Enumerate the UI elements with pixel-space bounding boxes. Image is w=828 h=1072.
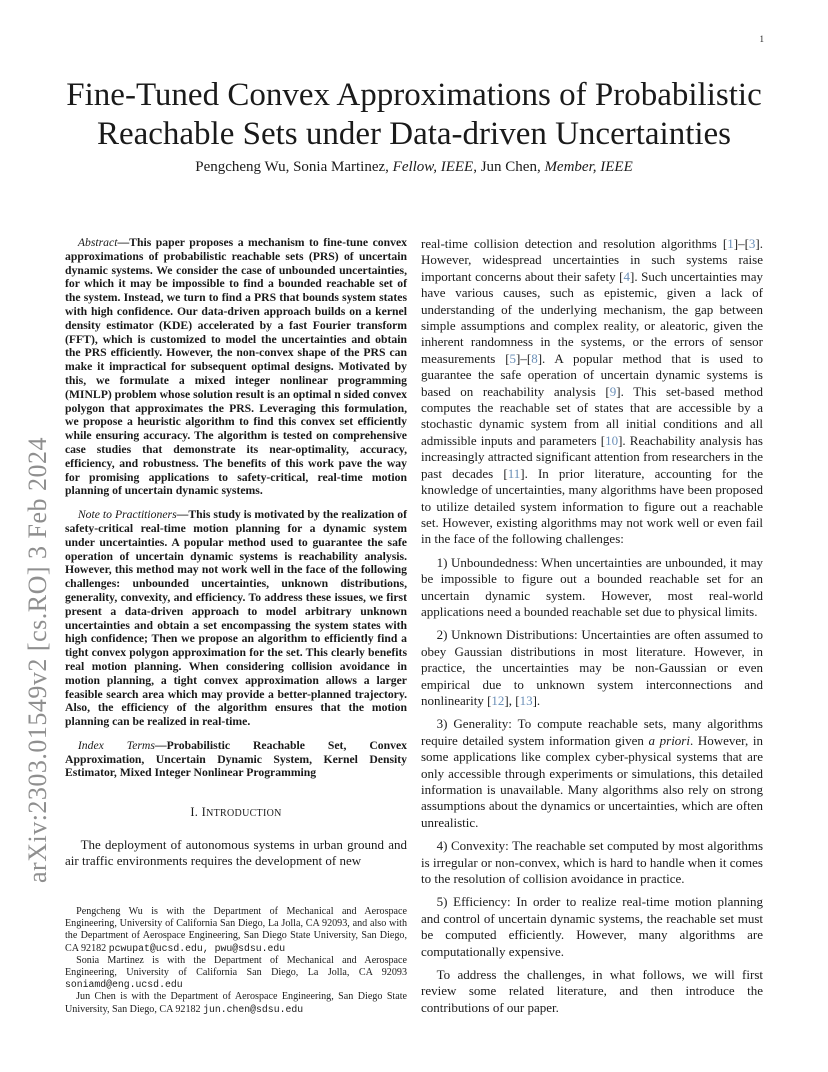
intro-paragraph: The deployment of autonomous systems in urban ground and air traffic environments requires the development of new	[65, 836, 407, 869]
footnote-1	[65, 906, 407, 955]
text-run: ].	[532, 692, 541, 708]
citation-link[interactable]: 9	[609, 383, 617, 399]
text-run: ]–[	[733, 236, 749, 251]
index-terms	[65, 739, 407, 780]
challenge-convexity: 4) Convexity: The reachable set computed by most algorithms is irregular or non-convex, which is hard to handle when it comes to the resolution of collision avoidance in practice.	[421, 838, 763, 887]
footnote-2-text: Sonia Martinez is with the Department of Mechanical and Aerospace Engineering, University of California San Diego, La Jolla, CA 92093	[65, 954, 407, 979]
author-names-2: , Jun Chen,	[473, 159, 545, 175]
text-run: ]. In prior literature, accounting for the knowledge of uncertainties, many algorithms have been proposed to utilize detailed system information to figure out a reachable set. However, existing algorithms may not work well or even fail in the face of the following challenges:	[421, 465, 763, 547]
citation-link[interactable]: 1	[727, 236, 734, 251]
paper-title: Fine-Tuned Convex Approximations of Probabilistic Reachable Sets under Data-driven Uncertainties	[66, 77, 762, 152]
author-role-1: Fellow, IEEE	[392, 159, 474, 175]
right-column	[421, 236, 763, 1016]
citation-link[interactable]: 3	[748, 236, 756, 251]
text-run: real-time collision detection and resolution algorithms [	[421, 236, 728, 251]
abstract-text: —This paper proposes a mechanism to fine-tune convex approximations of probabilistic reachable sets (PRS) of uncertain dynamic systems. We consider the case of unbounded uncertainties, for which it may be impossible to find a bounded reachable set of the system. Instead, we turn to find a PRS that bounds system states with high confidence. Our data-driven approach builds on a kernel density estimator (KDE) accelerated by a fast Fourier transform (FFT), which is customized to model the uncertainties and obtain the PRS efficiently. However, the non-convex shape of the PRS can make it impractical for subsequent optimal designs. Motivated by this, we formulate a mixed integer nonlinear programming (MINLP) problem whose solution result is an optimal n sided convex polygon that approximates the PRS. Leveraging this formulation, we propose a heuristic algorithm to find this convex set efficiently while ensuring accuracy. The algorithm is tested on comprehensive case studies that demonstrate its near-optimality, accuracy, efficiency, and robustness. The benefits of this work pave the way for promising applications to safety-critical, real-time motion planning of uncertain dynamic systems.	[65, 236, 407, 498]
note-lead: Note to Practitioners	[77, 508, 177, 522]
abstract	[65, 236, 407, 498]
section-heading-rest: NTRODUCTION	[206, 808, 282, 820]
text-run: 3) Generality: To compute reachable sets, many algorithms require detailed system information given	[421, 716, 763, 748]
text-run: 2) Unknown Distributions: Uncertainties are often assumed to obey Gaussian distributions in most literature. However, in practice, the uncertainties may be non-Gaussian or even empirical due to unknown system interconnections and nonlinearity [	[421, 627, 763, 708]
citation-link[interactable]: 4	[623, 268, 630, 284]
intro-continued-paragraph	[421, 236, 763, 548]
citation-link[interactable]: 5	[509, 350, 517, 366]
section-heading	[65, 804, 407, 822]
footnote-1-text: Pengcheng Wu is with the Department of Mechanical and Aerospace Engineering, University of California San Diego, La Jolla, CA 92093, and also with the Department of Aerospace Engineering, San Diego State University, San Diego, CA 92182	[65, 906, 407, 954]
citation-link[interactable]: 10	[605, 432, 619, 448]
citation-link[interactable]: 12	[491, 692, 505, 708]
closing-paragraph: To address the challenges, in what follows, we will first review some related literature, and then introduce the contributions of our paper.	[421, 967, 763, 1015]
citation-link[interactable]: 13	[519, 692, 533, 708]
footnote-2	[65, 955, 407, 992]
challenge-efficiency: 5) Efficiency: In order to realize real-time motion planning and control of uncertain dynamic systems, the reachable set must be computed efficiently. However, many algorithms are computationally expensive.	[421, 894, 763, 959]
author-line	[40, 159, 788, 176]
arxiv-stamp: arXiv:2303.01549v2 [cs.RO] 3 Feb 2024	[23, 436, 52, 884]
text-run: ]. Reachability analysis has increasingly attracted significant attention from researchers in the past decades [	[421, 432, 763, 481]
footnote-2-email[interactable]: soniamd@eng.ucsd.edu	[65, 979, 183, 991]
challenge-generality	[421, 716, 763, 831]
text-run: ]–[	[516, 350, 532, 366]
footnotes	[65, 906, 407, 1016]
challenge-unboundedness: 1) Unboundedness: When uncertainties are unbounded, it may be impossible to figure out a bounded reachable set for an uncertain dynamic system. However, most real-world applications need a bounded reachable set due to physical limits.	[421, 554, 763, 619]
footnote-3	[65, 991, 407, 1015]
note-to-practitioners	[65, 508, 407, 729]
footnote-3-email[interactable]: jun.chen@sdsu.edu	[203, 1003, 304, 1015]
text-run: ]. This set-based method computes the reachable set of states that are accessible by a stochastic dynamic system from all initial conditions and all admissible inputs and parameters [	[421, 383, 763, 448]
author-role-2: Member, IEEE	[544, 159, 633, 175]
author-names-1: Pengcheng Wu, Sonia Martinez,	[195, 159, 393, 175]
text-run: ]. A popular method that is used to guarantee the safe operation of uncertain dynamic systems is based on reachability analysis [	[421, 350, 763, 399]
index-terms-lead: Index Terms	[77, 738, 155, 752]
abstract-lead: Abstract	[77, 236, 118, 249]
text-run: . However, in some applications like complex cyber-physical systems that are only accessible through experiments or simulations, this detailed information is unavailable. Many algorithms also rely on strong assumptions about the dynamics or uncertainties, which are often unrealistic.	[421, 732, 763, 830]
footnote-3-text: Jun Chen is with the Department of Aerospace Engineering, San Diego State University, San Diego, CA 92182	[65, 991, 407, 1015]
text-run: ], [	[504, 692, 520, 708]
section-heading-num: I. I	[190, 805, 207, 820]
left-column	[65, 236, 407, 870]
text-run: a priori	[648, 732, 690, 748]
challenge-unknown-distributions	[421, 627, 763, 709]
index-terms-text: —Probabilistic Reachable Set, Convex Approximation, Uncertain Dynamic System, Kernel Density Estimator, Mixed Integer Nonlinear Programming	[65, 738, 407, 780]
note-text: —This study is motivated by the realization of safety-critical real-time motion planning for a dynamic system under uncertainties. A popular method used to guarantee the safe operation of uncertain dynamic systems is reachability analysis. However, this method may not work well in the face of the following challenges: unbounded uncertainties, unknown distributions, generality, convexity, and efficiency. To address these issues, we first present a data-driven approach to model arbitrary unknown uncertainties and obtain a set encompassing the system states with high confidence; Then we propose an algorithm to efficiently find a tight convex polygon approximation for the set. This clearly benefits real motion planning. When considering collision avoidance in motion planning, a tight convex approximation allows a larger feasible search area which may provide a better-planned trajectory. Also, the efficiency of the algorithm ensures that the motion planning can be realized in real-time.	[65, 508, 407, 729]
text-run: ]. However, widespread uncertainties in such systems raise important concerns about their safety [	[421, 236, 763, 284]
citation-link[interactable]: 8	[531, 350, 538, 366]
text-run: ]. Such uncertainties may have various causes, such as epistemic, given a lack of understanding of the underlying mechanism, the gap between simple assumptions and complex reality, or aleatoric, given the inherent randomness in the systems, or the errors of sensor measurements [	[421, 268, 763, 366]
footnote-1-email[interactable]: pcwupat@ucsd.edu, pwu@sdsu.edu	[108, 942, 286, 954]
citation-link[interactable]: 11	[507, 465, 521, 481]
page-number: 1	[759, 34, 764, 44]
